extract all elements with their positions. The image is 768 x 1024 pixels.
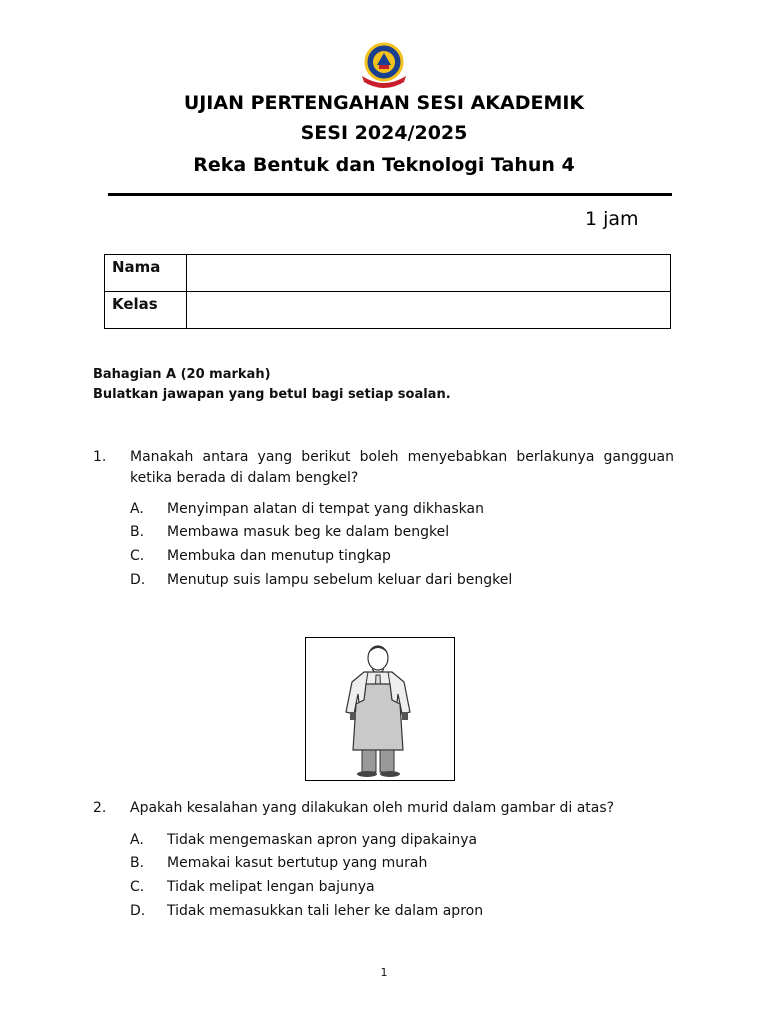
question-number: 2. xyxy=(93,800,107,816)
option-letter: B. xyxy=(130,855,145,871)
option-text: Memakai kasut bertutup yang murah xyxy=(167,855,428,871)
student-apron-figure xyxy=(305,637,455,781)
option-letter: D. xyxy=(130,903,146,919)
option-letter: D. xyxy=(130,572,146,588)
question-text: Apakah kesalahan yang dilakukan oleh murid dalam gambar di atas? xyxy=(130,800,615,816)
option-c[interactable] xyxy=(130,879,375,895)
option-text: Menutup suis lampu sebelum keluar dari bengkel xyxy=(167,572,513,588)
option-text: Membawa masuk beg ke dalam bengkel xyxy=(167,524,450,540)
option-b[interactable] xyxy=(130,524,449,540)
option-letter: C. xyxy=(130,879,145,895)
name-field[interactable] xyxy=(187,255,671,292)
exam-session: SESI 2024/2025 xyxy=(300,122,468,144)
option-text: Tidak memasukkan tali leher ke dalam apron xyxy=(167,903,484,919)
section-heading: Bahagian A (20 markah) xyxy=(93,367,271,382)
question-number: 1. xyxy=(93,449,107,465)
option-d[interactable] xyxy=(130,572,512,588)
student-info-table xyxy=(104,254,671,329)
option-a[interactable] xyxy=(130,832,477,848)
option-text: Tidak mengemaskan apron yang dipakainya xyxy=(167,832,478,848)
option-b[interactable] xyxy=(130,855,427,871)
option-letter: C. xyxy=(130,548,145,564)
question-text: Manakah antara yang berikut boleh menyebabkan berlakunya gangguan ketika berada di dalam bengkel? xyxy=(130,449,674,486)
option-text: Membuka dan menutup tingkap xyxy=(167,548,391,564)
option-a[interactable] xyxy=(130,501,484,517)
header-divider xyxy=(108,193,672,196)
option-d[interactable] xyxy=(130,903,483,919)
option-text: Menyimpan alatan di tempat yang dikhaskan xyxy=(167,501,484,517)
exam-title: UJIAN PERTENGAHAN SESI AKADEMIK xyxy=(183,92,585,114)
option-letter: B. xyxy=(130,524,145,540)
name-label: Nama xyxy=(105,255,187,292)
option-c[interactable] xyxy=(130,548,391,564)
option-letter: A. xyxy=(130,501,144,517)
option-text: Tidak melipat lengan bajunya xyxy=(167,879,375,895)
exam-subject: Reka Bentuk dan Teknologi Tahun 4 xyxy=(193,154,575,176)
student-illustration xyxy=(306,638,454,780)
exam-duration: 1 jam xyxy=(585,208,639,230)
option-letter: A. xyxy=(130,832,144,848)
class-field[interactable] xyxy=(187,292,671,329)
section-instruction: Bulatkan jawapan yang betul bagi setiap soalan. xyxy=(93,387,451,402)
page-number: 1 xyxy=(380,966,388,979)
school-logo xyxy=(358,38,410,90)
class-label: Kelas xyxy=(105,292,187,329)
